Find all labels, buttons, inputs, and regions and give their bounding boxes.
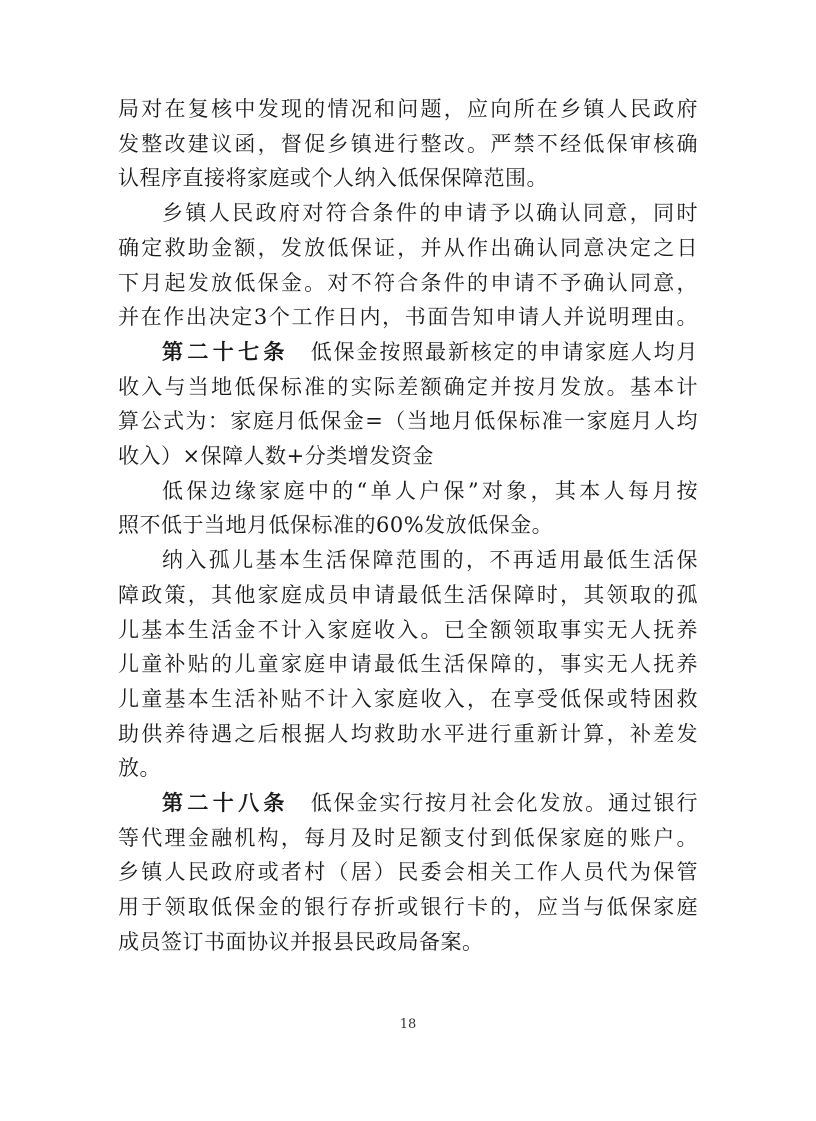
line-text: 认程序直接将家庭或个人纳入低保保障范围。 (118, 166, 548, 191)
line-text: 下月起发放低保金。对不符合条件的申请不予确认同意， (118, 270, 698, 295)
line-text: 用于领取低保金的银行存折或银行卡的，应当与低保家庭 (118, 895, 698, 920)
line-text: 低保金实行按月社会化发放。通过银行 (310, 791, 699, 816)
line-text: 乡镇人民政府或者村（居）民委会相关工作人员代为保管 (118, 860, 698, 885)
text-line (118, 543, 698, 578)
text-line (118, 751, 698, 786)
text-line (118, 647, 698, 682)
text-line (118, 266, 698, 301)
line-text: 收入与当地低保标准的实际差额确定并按月发放。基本计 (118, 374, 698, 399)
line-text: 儿童补贴的儿童家庭申请最低生活保障的，事实无人抚养 (118, 652, 698, 677)
text-line (118, 855, 698, 890)
text-line (118, 161, 698, 196)
line-text: 低保边缘家庭中的“单人户保”对象，其本人每月按 (162, 478, 698, 503)
article-number: 第二十八条 (162, 790, 289, 816)
line-text: 并在作出决定3个工作日内，书面告知申请人并说明理由。 (118, 305, 698, 330)
line-text: 低保金按照最新核定的申请家庭人均月 (310, 339, 699, 364)
line-text: 照不低于当地月低保标准的60%发放低保金。 (118, 513, 554, 538)
line-text: 乡镇人民政府对符合条件的申请予以确认同意，同时 (162, 201, 698, 226)
text-line (118, 786, 698, 821)
text-line (118, 821, 698, 856)
article-number: 第二十七条 (162, 338, 289, 364)
text-line (118, 474, 698, 509)
line-text: 成员签订书面协议并报县民政局备案。 (118, 929, 484, 954)
text-line (118, 439, 698, 474)
text-line (118, 370, 698, 405)
text-line (118, 196, 698, 231)
text-line (118, 717, 698, 752)
text-line (118, 92, 698, 127)
text-line (118, 300, 698, 335)
line-text: 放。 (118, 756, 161, 781)
text-line (118, 613, 698, 648)
line-text: 儿基本生活金不计入家庭收入。已全额领取事实无人抚养 (118, 617, 698, 642)
line-text: 等代理金融机构，每月及时足额支付到低保家庭的账户。 (118, 825, 698, 850)
body-text (118, 92, 698, 960)
text-line (118, 127, 698, 162)
line-text: 算公式为：家庭月低保金=（当地月低保标准一家庭月人均 (118, 409, 698, 434)
text-line (118, 682, 698, 717)
line-text: 收入）×保障人数+分类增发资金 (118, 444, 434, 469)
line-text: 发整改建议函，督促乡镇进行整改。严禁不经低保审核确 (118, 131, 698, 156)
text-line (118, 578, 698, 613)
page-number: 18 (399, 1017, 417, 1032)
line-text: 儿童基本生活补贴不计入家庭收入，在享受低保或特困救 (118, 686, 698, 711)
line-text: 局对在复核中发现的情况和问题，应向所在乡镇人民政府 (118, 97, 698, 121)
line-text: 纳入孤儿基本生活保障范围的，不再适用最低生活保 (162, 548, 698, 573)
text-line (118, 508, 698, 543)
text-line (118, 231, 698, 266)
line-text: 确定救助金额，发放低保证，并从作出确认同意决定之日 (118, 235, 698, 260)
text-line (118, 890, 698, 925)
line-text: 助供养待遇之后根据人均救助水平进行重新计算，补差发 (118, 721, 698, 746)
text-line (118, 925, 698, 960)
text-line (118, 404, 698, 439)
line-text: 障政策，其他家庭成员申请最低生活保障时，其领取的孤 (118, 582, 698, 607)
text-line (118, 335, 698, 370)
